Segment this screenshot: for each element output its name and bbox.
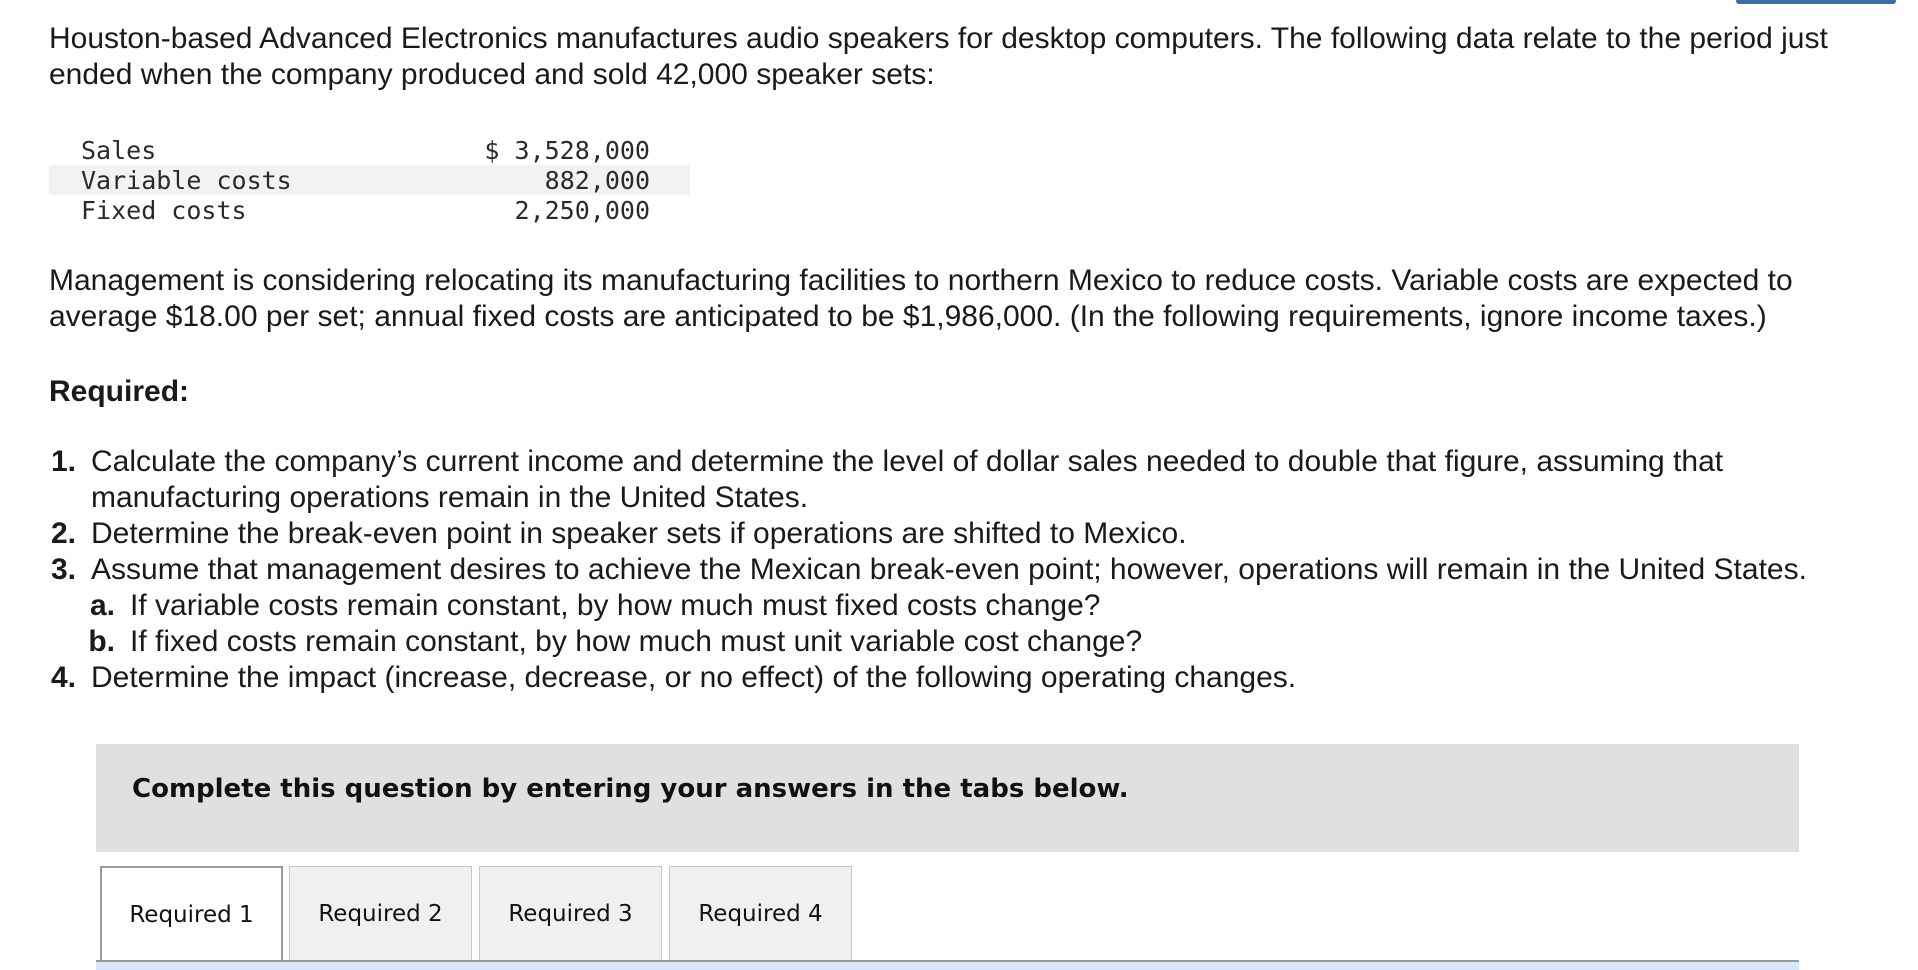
top-corner-tab	[1736, 0, 1896, 4]
table-row	[49, 195, 690, 225]
row-label-variable-costs: Variable costs	[49, 165, 481, 195]
row-label-fixed-costs: Fixed costs	[81, 195, 247, 225]
row-amount-sales: $ 3,528,000	[484, 135, 650, 165]
tab-content-strip	[96, 962, 1799, 970]
item-number: 4.	[50, 661, 76, 694]
item-text: Determine the break-even point in speaker sets if operations are shifted to Mexico.	[91, 517, 1187, 550]
list-item	[0, 660, 1918, 696]
tab-required-3[interactable]	[479, 866, 662, 960]
item-text: Determine the impact (increase, decrease, or no effect) of the following operating changes.	[91, 661, 1297, 694]
item-number: 3.	[50, 553, 76, 586]
tab-required-2[interactable]	[289, 866, 472, 960]
requirements-list	[0, 444, 1918, 696]
tab-bar	[100, 866, 1800, 962]
cost-data-table	[49, 135, 690, 225]
table-row	[49, 165, 690, 195]
tab-label: Required 2	[318, 900, 443, 927]
tab-label: Required 3	[508, 900, 633, 927]
list-subitem	[0, 624, 1918, 660]
list-item	[0, 444, 1918, 516]
tab-label: Required 4	[698, 900, 823, 927]
management-paragraph: Management is considering relocating its manufacturing facilities to northern Mexico to reduce costs. Variable costs are expected to average $18.00 per set; annual fixed costs are anticipated to be $1,986,000. (In the following requirements, ignore income taxes.)	[49, 264, 1793, 333]
instruction-banner	[96, 744, 1799, 852]
item-text: Assume that management desires to achieve the Mexican break-even point; however, operations will remain in the United States.	[91, 553, 1807, 586]
row-label-sales: Sales	[81, 135, 157, 165]
tab-label: Required 1	[129, 902, 254, 928]
list-item	[0, 516, 1918, 552]
list-item	[0, 552, 1918, 588]
item-number: 1.	[50, 445, 76, 478]
problem-intro: Houston-based Advanced Electronics manufactures audio speakers for desktop computers. The following data relate to the period just ended when the company produced and sold 42,000 speaker sets:	[49, 22, 1828, 91]
table-row	[49, 135, 690, 165]
item-letter: a.	[89, 589, 115, 622]
row-amount-variable-costs: 882,000	[481, 165, 690, 195]
item-letter: b.	[88, 625, 115, 658]
row-amount-fixed-costs: 2,250,000	[514, 195, 650, 225]
item-text: Calculate the company’s current income and determine the level of dollar sales needed to double that figure, assuming that manufacturing operations remain in the United States.	[91, 445, 1724, 514]
required-heading: Required:	[49, 375, 190, 408]
item-text: If variable costs remain constant, by how much must fixed costs change?	[130, 589, 1101, 622]
instruction-text: Complete this question by entering your answers in the tabs below.	[132, 774, 1129, 804]
list-subitem	[0, 588, 1918, 624]
tab-required-1[interactable]	[100, 866, 283, 962]
tab-required-4[interactable]	[669, 866, 852, 960]
item-text: If fixed costs remain constant, by how much must unit variable cost change?	[130, 625, 1143, 658]
item-number: 2.	[50, 517, 76, 550]
